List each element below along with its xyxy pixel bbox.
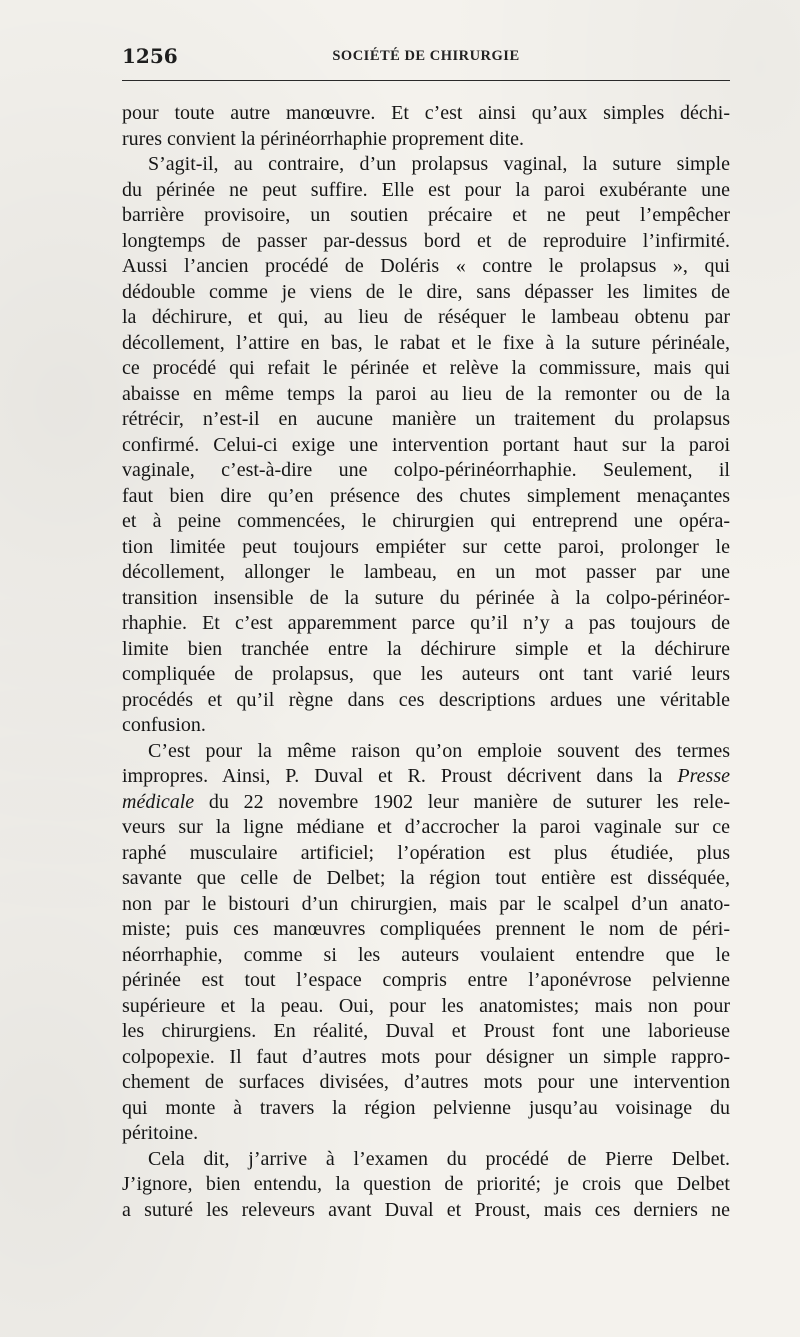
text-line-content: périnée est tout l’espace compris entre l’aponévrose pelvienne	[122, 969, 730, 991]
text-line-content: miste; puis ces manœuvres compliquées prennent le nom de péri-	[122, 918, 730, 940]
text-line-content: abaisse en même temps la paroi au lieu de la remonter ou de la	[122, 382, 730, 405]
text-line	[122, 790, 730, 816]
text-line	[122, 356, 730, 382]
text-line	[122, 535, 730, 561]
running-head: SOCIÉTÉ DE CHIRURGIE	[332, 48, 520, 64]
text-line-content: qui monte à travers la région pelvienne jusqu’au voisinage du	[122, 1096, 730, 1119]
text-line	[122, 1070, 730, 1096]
page-number: 1256	[122, 44, 178, 68]
text-line	[122, 433, 730, 459]
text-line	[122, 764, 730, 790]
body-text	[122, 101, 730, 1223]
text-line	[122, 509, 730, 535]
text-line-content: rures convient la périnéorrhaphie proprement dite.	[122, 127, 525, 150]
text-line-content: S’agit-il, au contraire, d’un prolapsus vaginal, la suture simple	[148, 153, 730, 175]
text-line	[122, 560, 730, 586]
text-line	[122, 280, 730, 306]
text-line	[122, 152, 730, 178]
header-rule	[122, 80, 730, 81]
text-line	[122, 688, 730, 714]
text-line	[122, 331, 730, 357]
text-line-content: longtemps de passer par-dessus bord et de reproduire l’infirmité.	[122, 229, 730, 252]
text-line	[122, 382, 730, 408]
italic-text: médicale	[122, 790, 195, 813]
text-line	[122, 127, 730, 153]
text-line	[122, 586, 730, 612]
text-line-content: impropres. Ainsi, P. Duval et R. Proust décrivent dans la	[122, 765, 678, 787]
text-line-content: péritoine.	[122, 1122, 199, 1144]
text-line-content: C’est pour la même raison qu’on emploie souvent des termes	[148, 739, 730, 762]
text-line-content: veurs sur la ligne médiane et d’accrocher la paroi vaginale sur ce	[122, 816, 730, 838]
text-line	[122, 1045, 730, 1071]
text-line-content: supérieure et la peau. Oui, pour les anatomistes; mais non pour	[122, 994, 730, 1017]
italic-text: Presse	[677, 765, 730, 787]
text-line	[122, 101, 730, 127]
text-line-content: colpopexie. Il faut d’autres mots pour désigner un simple rappro-	[122, 1045, 730, 1068]
text-line	[122, 1198, 730, 1224]
text-line	[122, 611, 730, 637]
text-line	[122, 1147, 730, 1173]
text-line	[122, 994, 730, 1020]
text-line	[122, 815, 730, 841]
text-line	[122, 484, 730, 510]
text-line	[122, 968, 730, 994]
text-line	[122, 1172, 730, 1198]
text-line	[122, 254, 730, 280]
text-line-content: faut bien dire qu’en présence des chutes simplement menaçantes	[122, 484, 730, 507]
text-line-content: Cela dit, j’arrive à l’examen du procédé de Pierre Delbet.	[148, 1147, 730, 1170]
text-line-content: procédés et qu’il règne dans ces descriptions ardues une véritable	[122, 688, 730, 711]
text-line-content: raphé musculaire artificiel; l’opération est plus étudiée, plus	[122, 841, 730, 864]
text-line	[122, 203, 730, 229]
text-line	[122, 866, 730, 892]
text-line-content: barrière provisoire, un soutien précaire et ne peut l’empêcher	[122, 204, 730, 226]
text-line-content: décollement, allonger le lambeau, en un mot passer par une	[122, 561, 730, 583]
text-line-content: rétrécir, n’est-il en aucune manière un traitement du prolapsus	[122, 408, 730, 430]
text-line-content: la déchirure, et qui, au lieu de réséquer le lambeau obtenu par	[122, 306, 730, 328]
text-line-content: rhaphie. Et c’est apparemment parce qu’il n’y a pas toujours de	[122, 612, 730, 634]
text-line	[122, 1019, 730, 1045]
text-line	[122, 458, 730, 484]
text-line-content: compliquée de prolapsus, que les auteurs ont tant varié leurs	[122, 663, 730, 685]
text-line	[122, 407, 730, 433]
text-line-content: transition insensible de la suture du périnée à la colpo-périnéor-	[122, 586, 730, 609]
text-line	[122, 662, 730, 688]
text-line	[122, 637, 730, 663]
text-line	[122, 1096, 730, 1122]
text-line-content: chement de surfaces divisées, d’autres mots pour une intervention	[122, 1071, 730, 1093]
text-line-content: Aussi l’ancien procédé de Doléris « contre le prolapsus », qui	[122, 255, 730, 277]
text-line-content: dédouble comme je viens de le dire, sans dépasser les limites de	[122, 280, 730, 303]
text-line-content: confusion.	[122, 714, 206, 736]
text-line-content: non par le bistouri d’un chirurgien, mais par le scalpel d’un anato-	[122, 892, 730, 915]
text-line-content: néorrhaphie, comme si les auteurs voulaient entendre que le	[122, 943, 730, 966]
text-line	[122, 841, 730, 867]
text-line	[122, 739, 730, 765]
text-line-content: les chirurgiens. En réalité, Duval et Proust font une laborieuse	[122, 1020, 730, 1042]
text-line-content: pour toute autre manœuvre. Et c’est ainsi qu’aux simples déchi-	[122, 102, 730, 124]
text-line-content: confirmé. Celui-ci exige une intervention portant haut sur la paroi	[122, 433, 730, 456]
text-line-content: tion limitée peut toujours empiéter sur cette paroi, prolonger le	[122, 535, 730, 558]
text-line	[122, 305, 730, 331]
text-line	[122, 943, 730, 969]
text-line-content: savante que celle de Delbet; la région tout entière est disséquée,	[122, 867, 730, 889]
text-line	[122, 1121, 730, 1147]
text-line	[122, 229, 730, 255]
text-line-content: J’ignore, bien entendu, la question de priorité; je crois que Delbet	[122, 1173, 730, 1195]
text-line-content: du périnée ne peut suffire. Elle est pour la paroi exubérante une	[122, 178, 730, 201]
text-line	[122, 178, 730, 204]
text-line	[122, 713, 730, 739]
text-line-content: a suturé les releveurs avant Duval et Proust, mais ces derniers ne	[122, 1198, 730, 1221]
page-header	[122, 40, 730, 74]
text-line-content: vaginale, c’est-à-dire une colpo-périnéorrhaphie. Seulement, il	[122, 459, 730, 481]
text-line	[122, 892, 730, 918]
text-line	[122, 917, 730, 943]
text-line-content: ce procédé qui refait le périnée et relève la commissure, mais qui	[122, 357, 730, 379]
text-line-content: et à peine commencées, le chirurgien qui entreprend une opéra-	[122, 510, 730, 532]
text-line-content: du 22 novembre 1902 leur manière de suturer les rele-	[194, 790, 730, 813]
text-line-content: décollement, l’attire en bas, le rabat et le fixe à la suture périnéale,	[122, 331, 730, 354]
text-line-content: limite bien tranchée entre la déchirure simple et la déchirure	[122, 637, 730, 660]
